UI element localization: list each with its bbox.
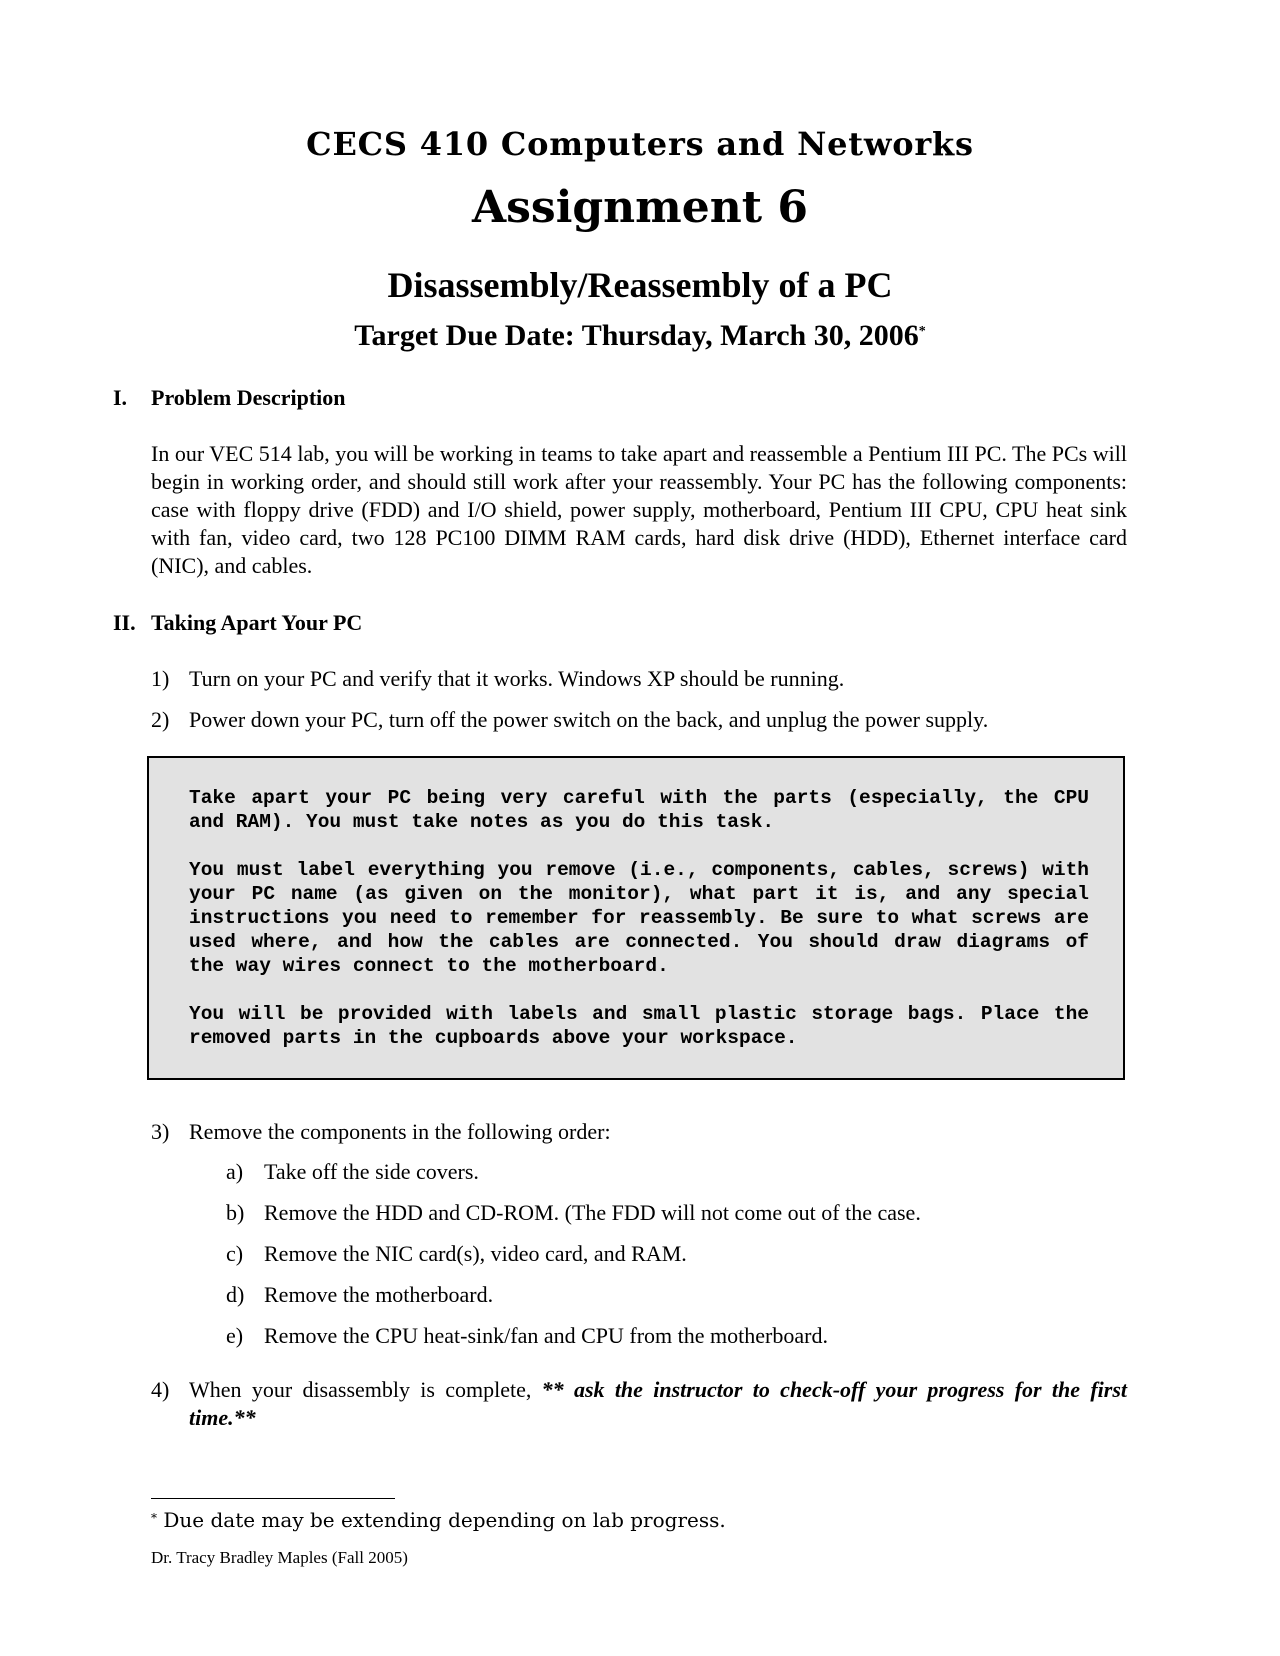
course-title: CECS 410 Computers and Networks <box>306 125 974 163</box>
substep-item <box>0 1322 1280 1350</box>
step-number: 4) <box>151 1377 170 1402</box>
step-item <box>0 706 1280 734</box>
substep-text: Remove the CPU heat-sink/fan and CPU from the motherboard. <box>264 1323 828 1348</box>
step-text-plain: When your disassembly is complete, <box>189 1377 542 1402</box>
section-heading-problem-description <box>0 384 1280 412</box>
topic-title: Disassembly/Reassembly of a PC <box>387 265 893 305</box>
substep-item <box>0 1240 1280 1268</box>
footnote <box>151 1506 726 1534</box>
footnote-divider <box>151 1498 395 1499</box>
substep-item <box>0 1281 1280 1309</box>
section-number: I. <box>113 385 128 410</box>
substep-text: Remove the NIC card(s), video card, and RAM. <box>264 1241 687 1266</box>
problem-description-paragraph: In our VEC 514 lab, you will be working in teams to take apart and reassemble a Pentium III PC. The PCs will begin in working order, and should still work after your reassembly. Your PC has the following components: case with floppy drive (FDD) and I/O shield, power supply, motherboard, Pentium III CPU, CPU heat sink with fan, video card, two 128 PC100 DIMM RAM cards, hard disk drive (HDD), Ethernet interface card (NIC), and cables. <box>151 441 1127 578</box>
footnote-mark: * <box>151 1511 157 1525</box>
substep-letter: c) <box>226 1241 244 1266</box>
substep-letter: a) <box>226 1159 244 1184</box>
step-number: 1) <box>151 666 170 691</box>
instruction-paragraph: You will be provided with labels and small plastic storage bags. Place the removed parts in the cupboards above your workspace. <box>189 1003 1089 1049</box>
step-item <box>0 1118 1280 1146</box>
step-text: Power down your PC, turn off the power switch on the back, and unplug the power supply. <box>189 707 989 732</box>
instruction-paragraph: Take apart your PC being very careful with the parts (especially, the CPU and RAM). You must take notes as you do this task. <box>189 787 1089 833</box>
substep-text: Take off the side covers. <box>264 1159 479 1184</box>
step-text-emphasis: ** ask the instructor to check-off your progress for the first time.** <box>189 1377 1127 1430</box>
step-text: Remove the components in the following order: <box>189 1119 611 1144</box>
substep-item <box>0 1199 1280 1227</box>
substep-text: Remove the HDD and CD-ROM. (The FDD will not come out of the case. <box>264 1200 921 1225</box>
substep-letter: e) <box>226 1323 244 1348</box>
step-number: 3) <box>151 1119 170 1144</box>
substep-text: Remove the motherboard. <box>264 1282 494 1307</box>
instruction-box <box>147 756 1125 1080</box>
substep-letter: b) <box>226 1200 245 1225</box>
section-heading-taking-apart <box>0 609 1280 637</box>
step-text <box>189 1376 1127 1432</box>
due-date-footnote-mark: * <box>918 324 926 339</box>
step-text: Turn on your PC and verify that it works. Windows XP should be running. <box>189 666 845 691</box>
author-credit: Dr. Tracy Bradley Maples (Fall 2005) <box>151 1548 408 1567</box>
due-date-text: Target Due Date: Thursday, March 30, 2006 <box>354 319 919 352</box>
step-item <box>0 665 1280 693</box>
step-item <box>0 1376 1280 1436</box>
instruction-paragraph: You must label everything you remove (i.e., components, cables, screws) with your PC name (as given on the monitor), what part it is, and any special instructions you need to remember for reassembly. Be sure to what screws are used where, and how the cables are connected. You should draw diagrams of the way wires connect to the motherboard. <box>189 859 1089 977</box>
step-number: 2) <box>151 707 170 732</box>
section-title: Problem Description <box>151 385 346 410</box>
substep-letter: d) <box>226 1282 245 1307</box>
section-title: Taking Apart Your PC <box>151 610 363 635</box>
footnote-text: Due date may be extending depending on lab progress. <box>157 1508 726 1532</box>
assignment-title: Assignment 6 <box>472 182 808 233</box>
due-date <box>0 317 1280 355</box>
substep-item <box>0 1158 1280 1186</box>
section-number: II. <box>113 610 136 635</box>
